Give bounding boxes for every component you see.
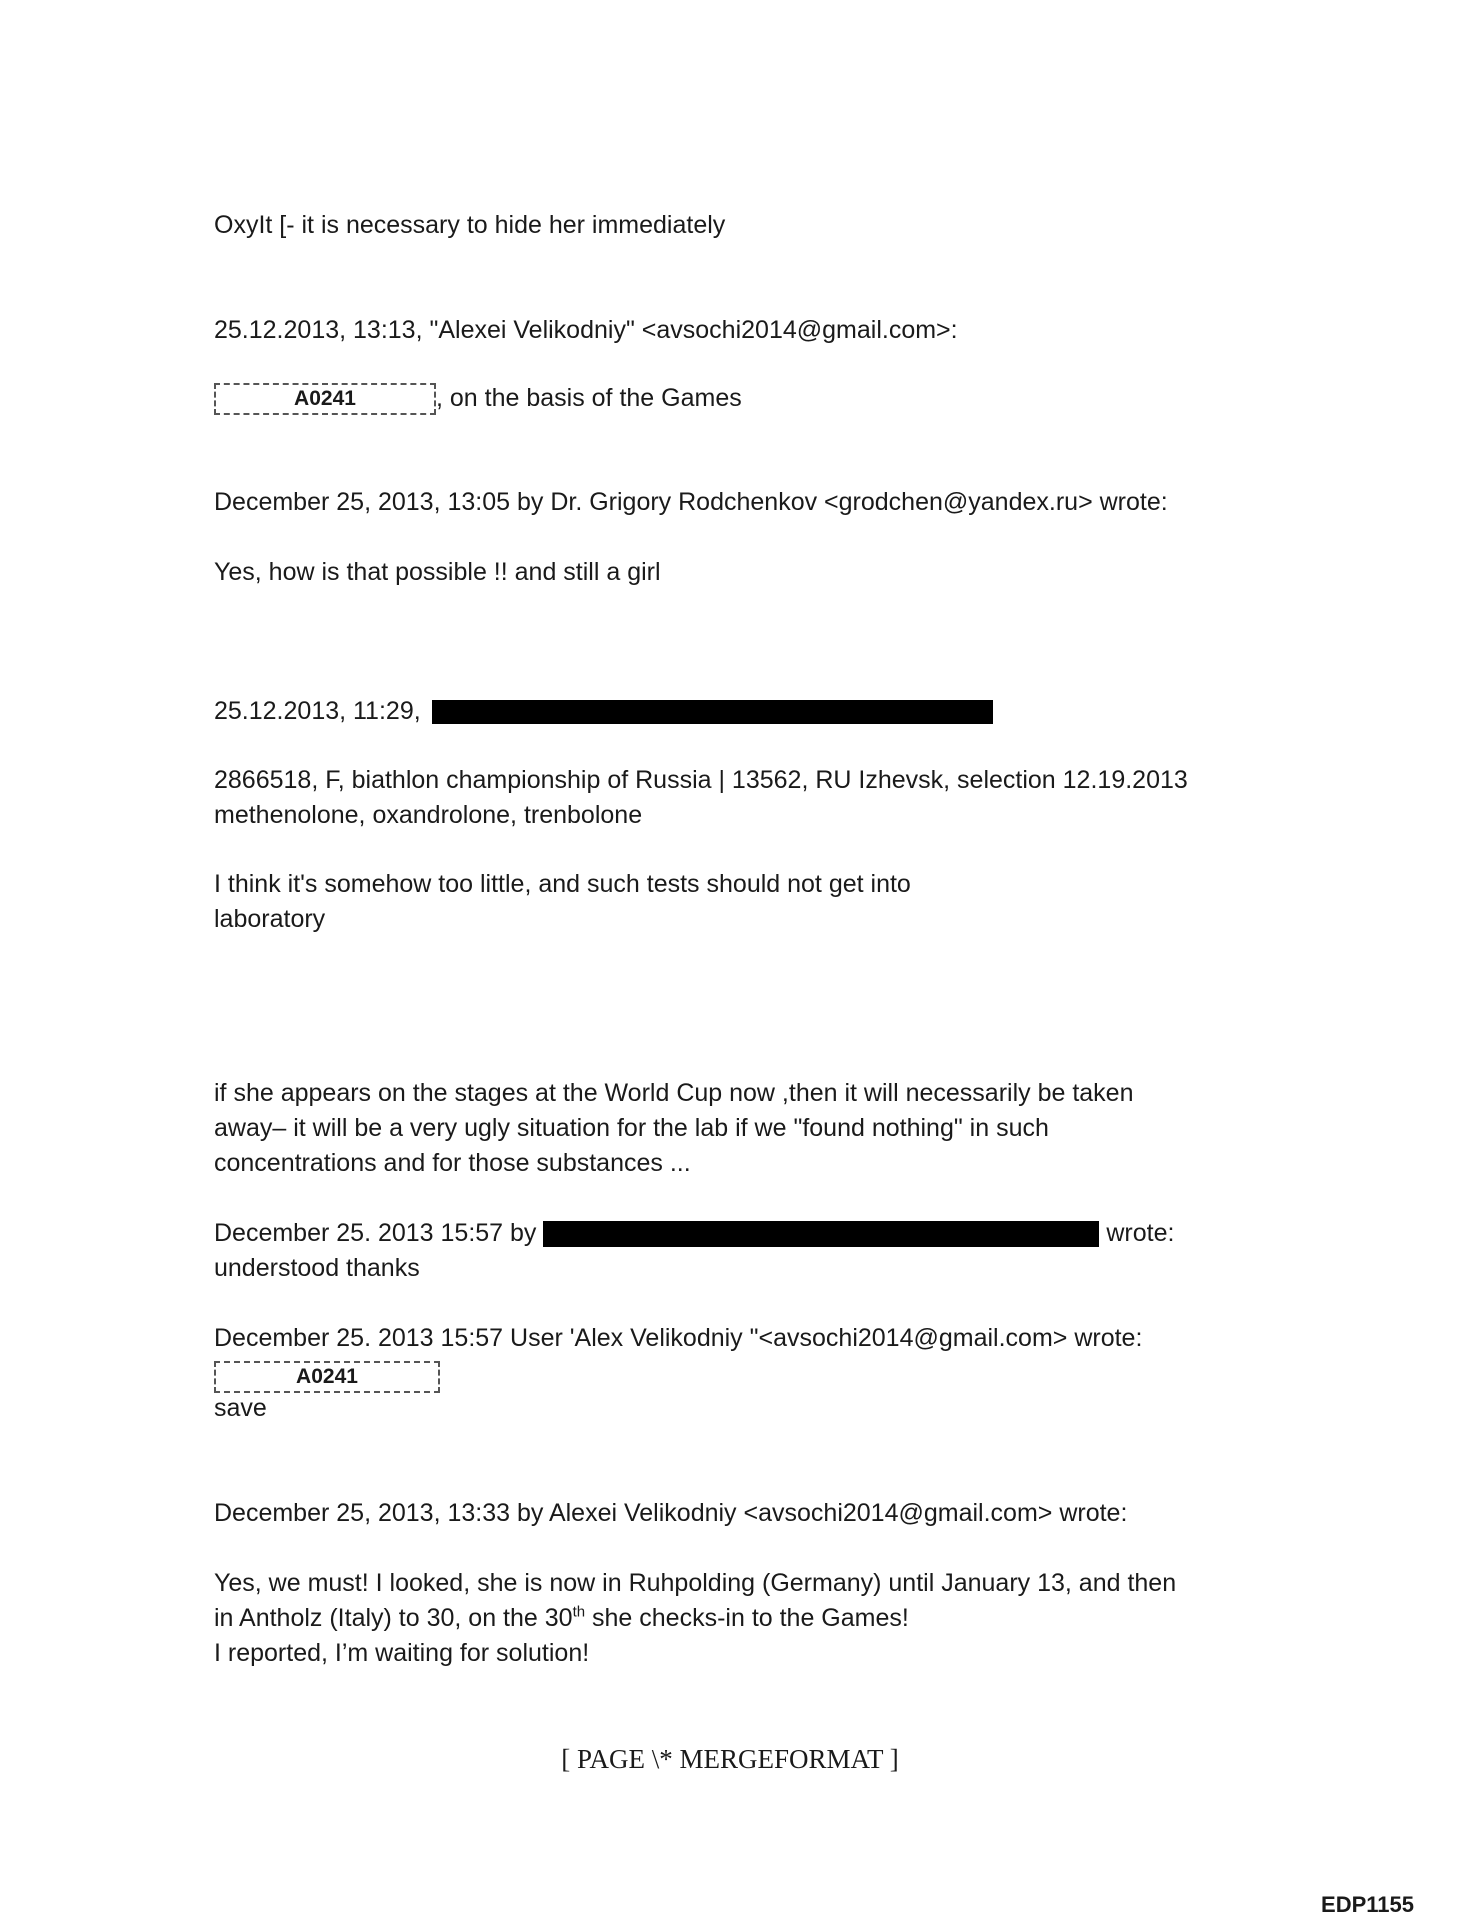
text-line-21 xyxy=(214,1601,909,1636)
text-line-1: OxyIt [- it is necessary to hide her immediately xyxy=(214,211,726,239)
text-line-9: I think it's somehow too little, and such tests should not get into xyxy=(214,870,911,898)
text-line-17 xyxy=(214,1359,440,1394)
ordinal-superscript: th xyxy=(572,1603,586,1621)
text-line-3 xyxy=(214,381,742,416)
text-line-22: I reported, I’m waiting for solution! xyxy=(214,1639,590,1667)
text-line-21-a: in Antholz (Italy) to 30, on the 30 xyxy=(214,1604,573,1632)
text-line-5: Yes, how is that possible !! and still a girl xyxy=(214,558,661,586)
text-line-11: if she appears on the stages at the World Cup now ,then it will necessarily be taken xyxy=(214,1079,1134,1107)
email-header-2: December 25, 2013, 13:05 by Dr. Grigory Rodchenkov <grodchen@yandex.ru> wrote: xyxy=(214,488,1168,516)
page-footer: [ PAGE \* MERGEFORMAT ] xyxy=(561,1744,899,1774)
document-id: EDP1155 xyxy=(1321,1892,1414,1917)
text-line-20: Yes, we must! I looked, she is now in Ruhpolding (Germany) until January 13, and then xyxy=(214,1569,1177,1597)
text-line-13: concentrations and for those substances ... xyxy=(214,1149,691,1177)
email-header-1: 25.12.2013, 13:13, "Alexei Velikodniy" <avsochi2014@gmail.com>: xyxy=(214,316,958,344)
email-header-3-prefix: 25.12.2013, 11:29, xyxy=(214,697,421,725)
text-line-8: methenolone, oxandrolone, trenbolone xyxy=(214,801,643,829)
text-line-10: laboratory xyxy=(214,905,326,933)
email-header-4 xyxy=(214,1216,1174,1251)
email-header-6: December 25, 2013, 13:33 by Alexei Velikodniy <avsochi2014@gmail.com> wrote: xyxy=(214,1499,1128,1527)
redaction-code-box: A0241 xyxy=(214,383,436,415)
email-header-5: December 25. 2013 15:57 User 'Alex Velikodniy "<avsochi2014@gmail.com> wrote: xyxy=(214,1324,1143,1352)
text-line-18: save xyxy=(214,1394,267,1422)
email-header-3 xyxy=(214,694,993,729)
text-line-12: away– it will be a very ugly situation for the lab if we "found nothing" in such xyxy=(214,1114,1049,1142)
text-line-15: understood thanks xyxy=(214,1254,420,1282)
redaction-bar xyxy=(432,700,993,724)
redaction-code-box: A0241 xyxy=(214,1361,440,1393)
email-header-4-suffix: wrote: xyxy=(1106,1219,1175,1247)
email-header-4-prefix: December 25. 2013 15:57 by xyxy=(214,1219,537,1247)
redaction-bar xyxy=(543,1221,1099,1247)
text-line-7: 2866518, F, biathlon championship of Russia | 13562, RU Izhevsk, selection 12.19.2013 xyxy=(214,766,1188,794)
text-line-21-b: she checks-in to the Games! xyxy=(585,1604,909,1632)
text-line-3-rest: , on the basis of the Games xyxy=(436,384,742,412)
